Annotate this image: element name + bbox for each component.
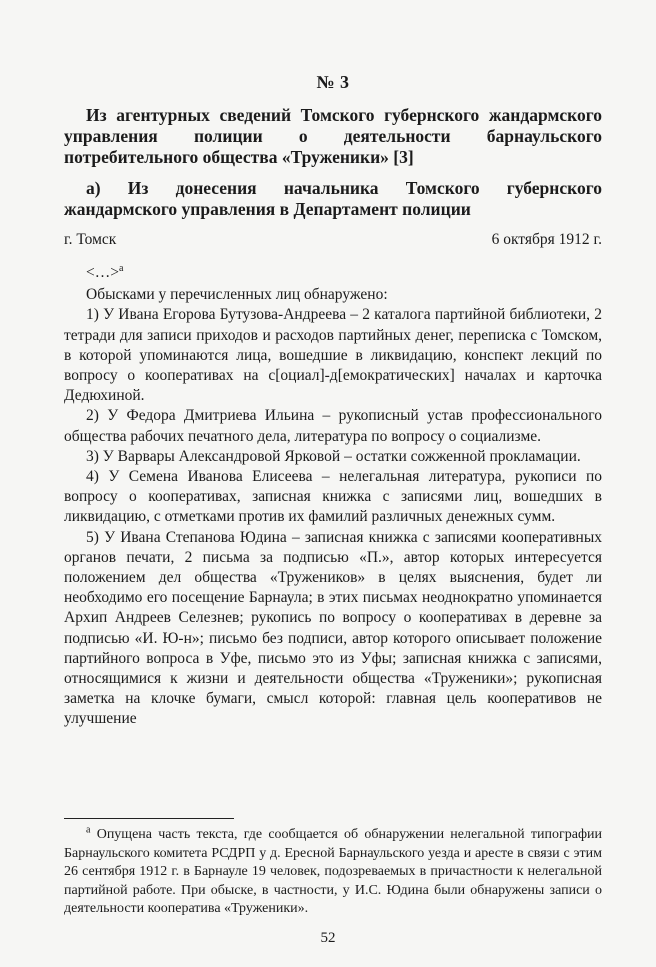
document-subtitle: а) Из донесения начальника Томского губернского жандармского управления в Департамент полиции [64, 178, 602, 219]
body-paragraph: Обысками у перечисленных лиц обнаружено: [86, 286, 388, 304]
footnote [64, 826, 602, 919]
body-paragraph: 3) У Варвары Александровой Ярковой – остатки сожженной прокламации. [86, 447, 581, 465]
omission-paragraph [64, 263, 602, 283]
footnote-reference: а [118, 262, 124, 274]
document-date: 6 октября 1912 г. [491, 231, 602, 248]
document-number: № 3 [316, 72, 350, 92]
footnote-text: Опущена часть текста, где сообщается об обнаружении нелегальной типографии Барнаульского комитета РСДРП у д. Ересной Барнаульского уезда и аресте в связи с этим 26 сентября 1912 г. в Барнауле 19 человек, подозреваемых в причастности к нелегальной партийной работе. При обыске, в частности, у И.С. Юдина были обнаружены записи о деятельности кооператива «Труженики». [64, 827, 602, 916]
body-paragraph: 2) У Федора Дмитриева Ильина – рукописный устав профессионального общества рабочих печатного дела, литература по вопросу о социализме. [64, 407, 602, 445]
footnote-divider [64, 818, 234, 819]
place-date-line [64, 230, 602, 249]
body-paragraph: 1) У Ивана Егорова Бутузова-Андреева – 2 каталога партийной библиотеки, 2 тетради для записи приходов и расходов партийных денег, переписка с Томском, в которой упоминаются лица, вошедшие в ликвидацию, конспект лекций по вопросу о кооперативах на с[оциал]-д[емократических] началах и карточка Дедюхиной. [64, 306, 602, 405]
document-content [64, 72, 602, 730]
document-place: г. Томск [64, 231, 117, 248]
body-paragraph: 4) У Семена Иванова Елисеева – нелегальная литература, рукописи по вопросу о кооперативах, записная книжка с записями лиц, вошедших в ликвидацию, с отметками против их фамилий различных денежных сумм. [64, 468, 602, 526]
omission-mark: <…> [86, 264, 119, 281]
document-title: Из агентурных сведений Томского губернского жандармского управления полиции о деятельности барнаульского потребительного общества «Труженики» [3] [64, 105, 602, 167]
page-number: 52 [320, 930, 336, 946]
footnote-marker: а [86, 824, 91, 836]
document-body [64, 263, 602, 730]
body-paragraph: 5) У Ивана Степанова Юдина – записная книжка с записями кооперативных органов печати, 2 письма за подписью «П.», автор которых интересуется положением дел общества «Тружеников» в целях выяснения, будет ли необходимо его посещение Барнаула; в этих письмах неоднократно упоминается Архип Андреев Селезнев; рукопись по вопросу о кооперативах в деревне за подписью «И. Ю-н»; письмо без подписи, автор которого описывает положение партийного вопроса в Уфе, письмо это из Уфы; записная книжка с записями, относящимися к жизни и деятельности общества «Труженики»; рукописная заметка на клочке бумаги, смысл которой: главная цель кооперативов не улучшение [64, 528, 602, 728]
